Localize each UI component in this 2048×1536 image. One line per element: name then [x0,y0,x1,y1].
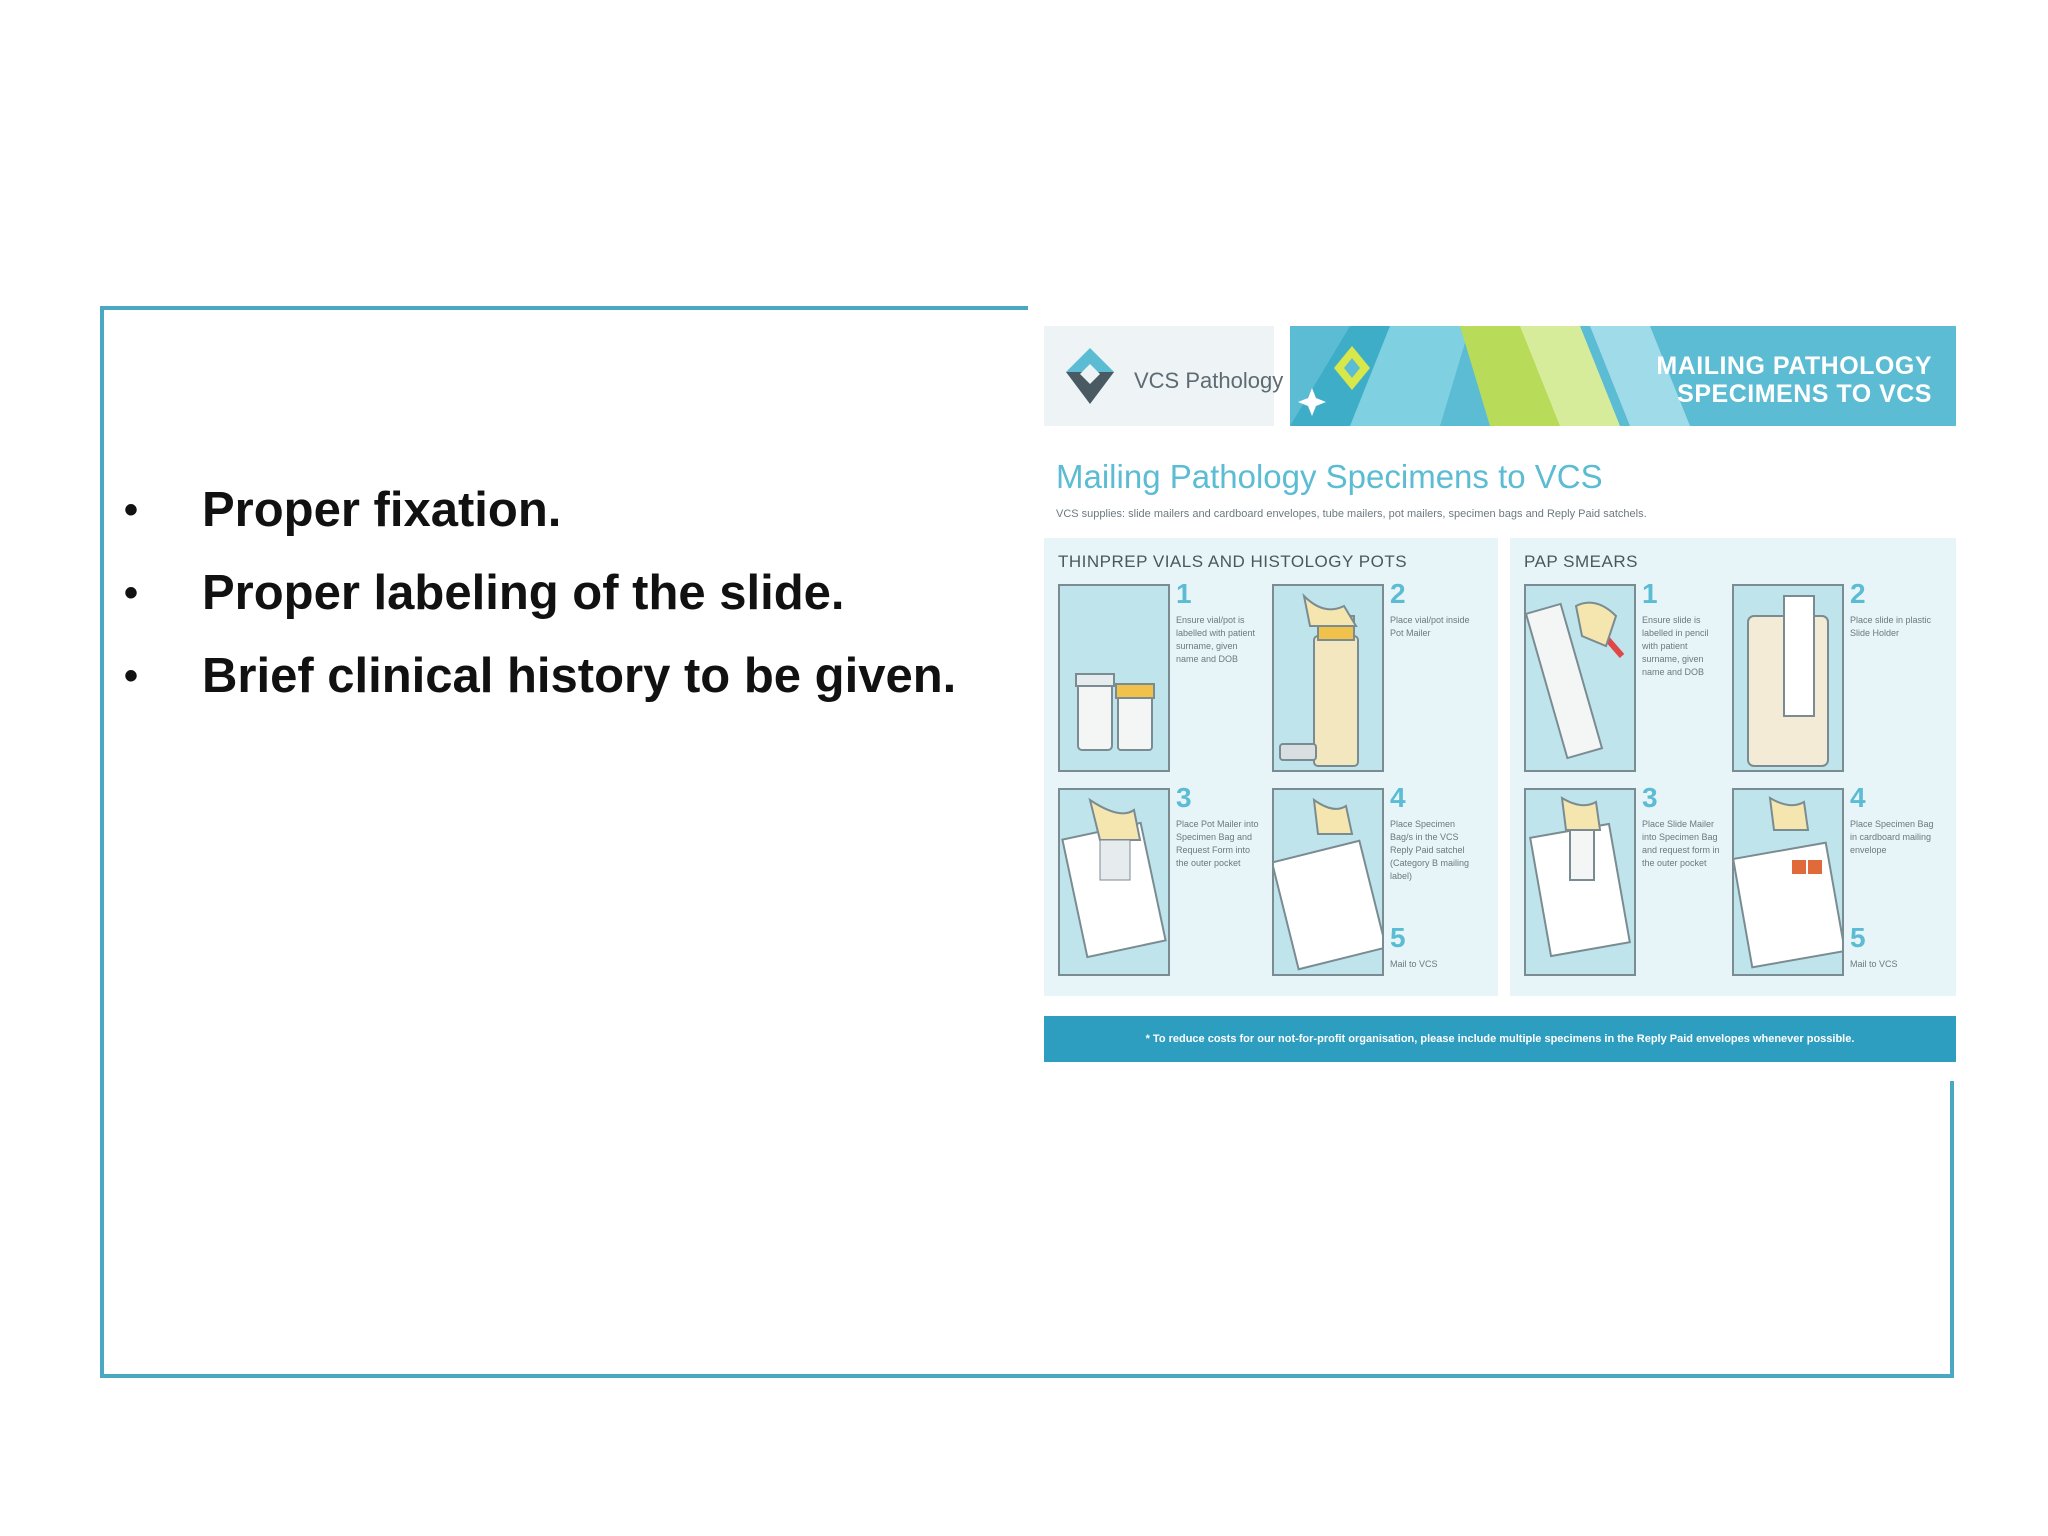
panel-heading: PAP SMEARS [1524,552,1638,571]
step-number: 2 [1850,578,1866,609]
step-number: 1 [1642,578,1658,609]
panel-thinprep [1044,538,1498,996]
step-text: Mail to VCS [1850,959,1898,969]
step-text: Place slide in plastic Slide Holder [1850,615,1932,638]
step-number: 4 [1850,782,1866,813]
poster-logo-text: VCS Pathology [1134,368,1284,393]
poster-footer-bar: * To reduce costs for our not-for-profit organisation, please include multiple specimens in the Reply Paid envelopes whenever possible. [1044,1016,1956,1062]
step-text: Ensure vial/pot is labelled with patient surname, given name and DOB [1176,615,1256,664]
bullet-item: • Brief clinical history to be given. [124,650,956,733]
step-number: 5 [1390,922,1406,953]
poster-subtitle: VCS supplies: slide mailers and cardboard envelopes, tube mailers, pot mailers, specimen bags and Reply Paid satchels. [1056,508,1647,520]
step-number: 3 [1176,782,1192,813]
step-illustration [1058,584,1170,772]
bullet-list [124,484,956,733]
step-number: 3 [1642,782,1658,813]
step-text: Place Specimen Bag/s in the VCS Reply Paid satchel (Category B mailing label) [1390,819,1470,881]
step-number: 5 [1850,922,1866,953]
bullet-item: • Proper fixation. [124,484,956,567]
step-text: Place Pot Mailer into Specimen Bag and Request Form into the outer pocket [1176,819,1259,868]
step-illustration [1272,584,1384,772]
step-text: Place Specimen Bag in cardboard mailing envelope [1850,819,1934,855]
mailing-poster-image [1028,306,1956,1081]
poster-banner [1290,326,1956,426]
step-number: 1 [1176,578,1192,609]
panel-heading: THINPREP VIALS AND HISTOLOGY POTS [1058,552,1408,571]
step-text: Mail to VCS [1390,959,1438,969]
step-text: Place Slide Mailer into Specimen Bag and request form in the outer pocket [1642,819,1720,868]
step-text: Place vial/pot inside Pot Mailer [1390,615,1470,638]
step-illustration [1272,788,1384,976]
step-illustration [1524,788,1636,976]
vcs-logo-icon [1050,326,1130,426]
poster-title: Mailing Pathology Specimens to VCS [1056,458,1603,495]
step-illustration [1732,584,1844,772]
poster-logo [1044,326,1284,426]
bullet-item: • Proper labeling of the slide. [124,567,956,650]
step-illustration [1732,788,1844,976]
panel-pap-smears [1510,538,1956,996]
step-illustration [1524,584,1636,772]
banner-title: MAILING PATHOLOGY SPECIMENS TO VCS [1656,352,1932,408]
banner-pattern-icon [1290,326,1710,426]
step-illustration [1058,788,1170,976]
step-text: Ensure slide is labelled in pencil with patient surname, given name and DOB [1642,615,1709,677]
step-number: 4 [1390,782,1406,813]
step-number: 2 [1390,578,1406,609]
